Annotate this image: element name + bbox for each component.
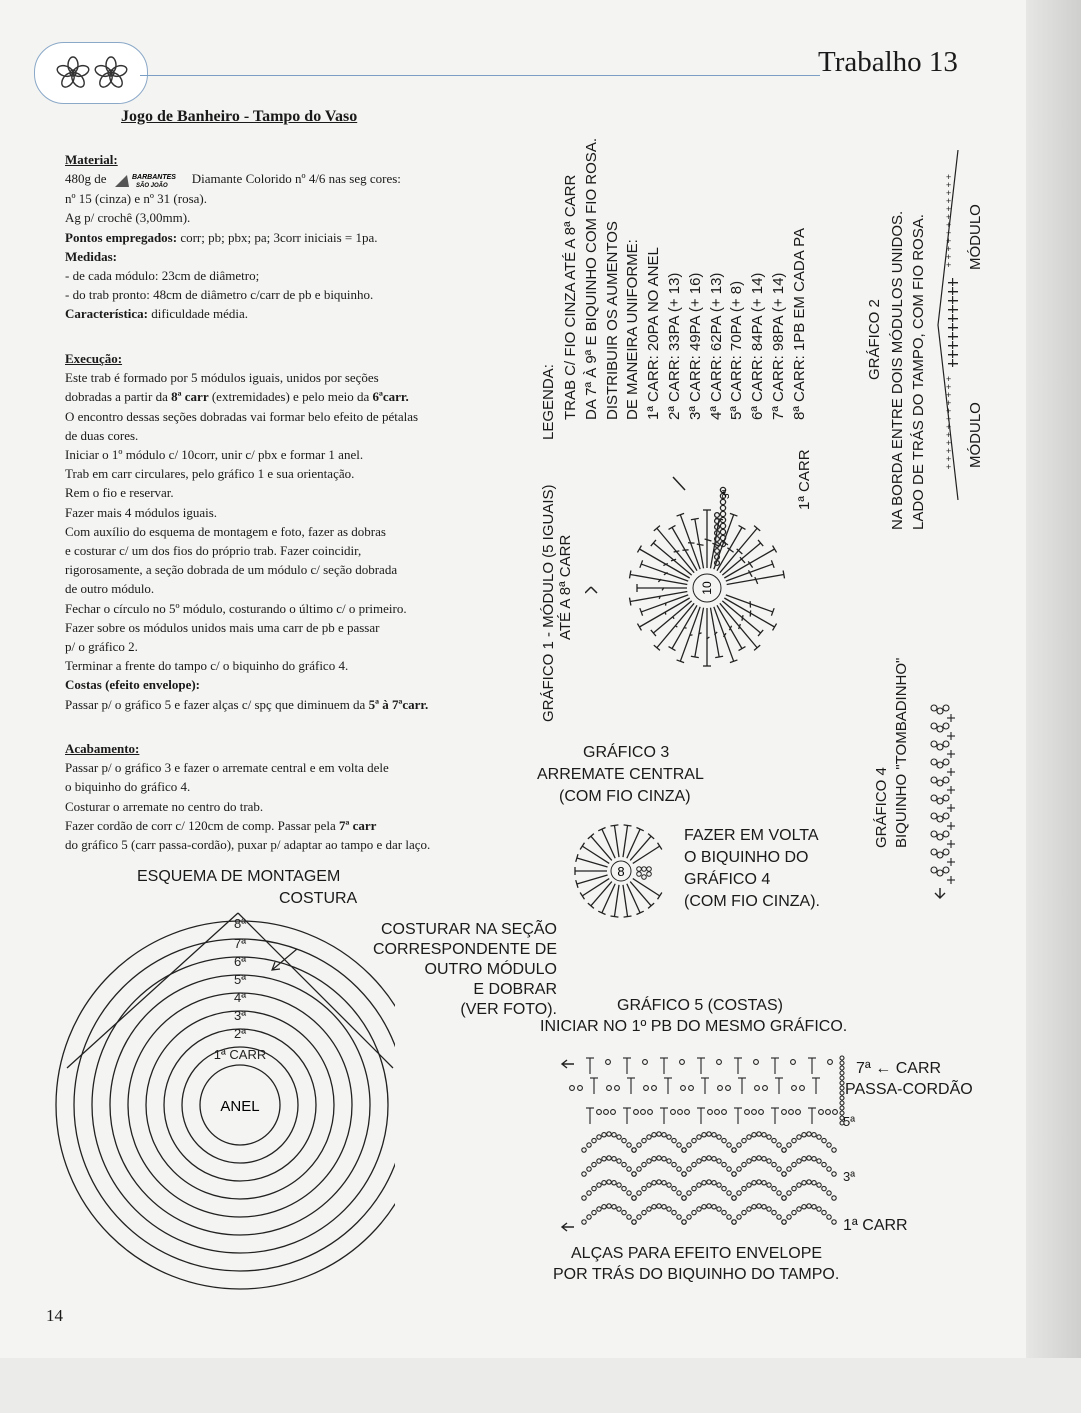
legenda-row: 5ª CARR: 70PA (+ 8) (728, 280, 746, 420)
grafico5-footnote: ALÇAS PARA EFEITO ENVELOPE (571, 1245, 823, 1262)
esquema-note-line: (VER FOTO). (460, 1001, 557, 1018)
page-title: Trabalho 13 (818, 46, 958, 78)
svg-text:+: + (946, 390, 952, 400)
scan-margin (0, 1358, 1081, 1413)
grafico5-row5: 5ª (843, 1114, 856, 1129)
esquema-row-label: 8ª (233, 916, 247, 931)
arrow-icon (673, 477, 685, 490)
material-text: Diamante Colorido nº 4/6 nas seg cores: (191, 171, 401, 187)
grafico5-title: GRÁFICO 5 (COSTAS) (617, 997, 783, 1014)
grafico1-diagram (585, 455, 825, 695)
page-edge (1026, 0, 1081, 1413)
esquema-anel: ANEL (220, 1098, 260, 1115)
flower-logo (34, 42, 148, 104)
grafico5-row7 (856, 1058, 941, 1079)
grafico2-module-right: MÓDULO (967, 204, 984, 270)
legenda-line: DE MANEIRA UNIFORME: (624, 239, 642, 420)
execucao-bold: 8ª carr (171, 389, 209, 405)
legenda-row: 1ª CARR: 20PA NO ANEL (645, 247, 663, 420)
esquema-row-label: 4ª (233, 990, 247, 1005)
flower-icon (35, 43, 147, 103)
acabamento-line (65, 816, 515, 835)
execucao-line: Trab em carr circulares, pelo gráfico 1 e sua orientação. (65, 466, 355, 482)
acabamento-line: Costurar o arremate no centro do trab. (65, 798, 264, 814)
legenda-line: DA 7ª À 9ª E BIQUINHO COM FIO ROSA. (582, 138, 600, 420)
legenda-title: LEGENDA: (540, 364, 557, 440)
esquema-row-label: 2ª (233, 1026, 247, 1041)
grafico2-line: NA BORDA ENTRE DOIS MÓDULOS UNIDOS. (889, 210, 906, 530)
medida-item: - do trab pronto: 48cm de diâmetro c/carr de pb e biquinho. (65, 287, 374, 303)
grafico2-title: GRÁFICO 2 (866, 299, 883, 380)
medidas-heading: Medidas: (65, 248, 117, 264)
svg-text:+: + (946, 414, 952, 424)
grafico4-line: GRÁFICO 4 (873, 767, 890, 848)
grafico3-title: GRÁFICO 3 (583, 744, 670, 761)
execucao-line (65, 387, 515, 406)
esquema-row-label: 3ª (233, 1008, 247, 1023)
esquema-title: ESQUEMA DE MONTAGEM (137, 868, 341, 885)
esquema-row-label: 7ª (233, 936, 247, 951)
brand-sub: SÃO JOÃO (135, 183, 168, 190)
legenda-line: DISTRIBUIR OS AUMENTOS (603, 221, 621, 420)
execucao-line: rigorosamente, a seção dobrada de um módulo c/ seção dobrada (65, 562, 398, 578)
svg-text:+: + (946, 236, 952, 246)
execucao-bold: 6ªcarr. (372, 389, 409, 405)
legenda-row: 3ª CARR: 49PA (+ 16) (686, 272, 704, 420)
costas-heading: Costas (efeito envelope): (65, 677, 201, 693)
grafico1-marker: 3ª (721, 489, 732, 499)
grafico3-subtitle: ARREMATE CENTRAL (537, 766, 704, 783)
grafico5-row3: 3ª (843, 1169, 856, 1184)
acabamento-text: Fazer cordão de corr c/ 120cm de comp. Passar pela (65, 817, 336, 833)
execucao-line: de outro módulo. (65, 581, 155, 597)
esquema-row-label: 5ª (233, 972, 247, 987)
execucao-line: Fazer mais 4 módulos iguais. (65, 504, 218, 520)
execucao-line (65, 695, 515, 714)
svg-text:+: + (946, 172, 952, 182)
material-line: Ag p/ crochê (3,00mm). (65, 210, 191, 226)
svg-text:+: + (946, 446, 952, 456)
legenda-row: 7ª CARR: 98PA (+ 14) (769, 272, 787, 420)
acabamento-line: o biquinho do gráfico 4. (65, 779, 191, 795)
execucao-line: Fazer sobre os módulos unidos mais uma carr de pb e passar (65, 619, 380, 635)
grafico1-center: 10 (700, 581, 714, 595)
execucao-line: Com auxílio do esquema de montagem e foto, fazer as dobras (65, 523, 386, 539)
arrow-icon (562, 1223, 574, 1231)
arrow-icon (585, 587, 597, 593)
grafico5-passa: PASSA-CORDÃO (845, 1081, 973, 1098)
legenda-row: 6ª CARR: 84PA (+ 14) (749, 272, 767, 420)
esquema-costura: COSTURA (279, 890, 358, 907)
pontos-line (65, 228, 515, 247)
svg-text:+: + (946, 180, 952, 190)
svg-text:+: + (946, 212, 952, 222)
execucao-line: Terminar a frente do tampo c/ o biquinho do gráfico 4. (65, 658, 349, 674)
grafico5-footnote: POR TRÁS DO BIQUINHO DO TAMPO. (553, 1266, 840, 1283)
esquema-row-label: 6ª (233, 954, 247, 969)
grafico1-carr-label: 1ª CARR (796, 449, 813, 510)
svg-text:+: + (946, 244, 952, 254)
svg-text:+: + (946, 406, 952, 416)
grafico3-instr-line: GRÁFICO 4 (684, 871, 771, 888)
acabamento-bold: 7ª carr (338, 817, 377, 833)
grafico2-desc (887, 211, 929, 530)
esquema-note-line: OUTRO MÓDULO (424, 961, 557, 978)
svg-text:+: + (946, 252, 952, 262)
grafico3-instr-line: O BIQUINHO DO (684, 849, 809, 866)
arrow-icon (562, 1060, 574, 1068)
legenda-row: 2ª CARR: 33PA (+ 13) (665, 272, 683, 420)
execucao-bold: 5ª à 7ªcarr. (368, 696, 429, 712)
execucao-line: Fechar o círculo no 5º módulo, costurando o último c/ o primeiro. (65, 600, 407, 616)
svg-text:+: + (946, 422, 952, 432)
caracteristica-text: dificuldade média. (151, 306, 249, 322)
grafico3-note: (COM FIO CINZA) (559, 788, 691, 805)
execucao-text: dobradas a partir da (65, 389, 168, 405)
svg-text:+: + (946, 260, 952, 270)
acabamento-line: do gráfico 5 (carr passa-cordão), puxar p/ adaptar ao tampo e dar laço. (65, 837, 431, 853)
grafico4-diagram (924, 700, 956, 900)
grafico4-title (872, 658, 912, 848)
svg-text:+: + (946, 188, 952, 198)
legenda-row: 4ª CARR: 62PA (+ 13) (707, 272, 725, 420)
grafico2-line: LADO DE TRÁS DO TAMPO, COM FIO ROSA. (910, 214, 927, 530)
acabamento-heading: Acabamento: (65, 741, 140, 756)
esquema-diagram (55, 905, 395, 1295)
esquema-note-line: CORRESPONDENTE DE (372, 941, 557, 958)
acabamento-line: Passar p/ o gráfico 3 e fazer o arremate central e em volta dele (65, 760, 389, 776)
grafico1-line: GRÁFICO 1 - MÓDULO (5 IGUAIS) (540, 484, 557, 722)
esquema-note-line: COSTURAR NA SEÇÃO (380, 921, 557, 938)
svg-text:+: + (946, 204, 952, 214)
grafico3-instructions (684, 825, 820, 913)
caracteristica-line (65, 304, 515, 323)
material-section (65, 150, 515, 324)
legenda-block (561, 138, 811, 420)
execucao-line: p/ o gráfico 2. (65, 639, 138, 655)
svg-text:+: + (946, 382, 952, 392)
page-number: 14 (46, 1306, 63, 1325)
svg-text:+: + (946, 196, 952, 206)
legenda-line: TRAB C/ FIO CINZA ATÉ A 8ª CARR (562, 174, 579, 420)
execucao-text: Passar p/ o gráfico 5 e fazer alças c/ spç que diminuem da (65, 696, 366, 712)
brand-logo (113, 171, 189, 189)
brand-name: BARBANTES (131, 174, 176, 182)
pontos-text: corr; pb; pbx; pa; 3corr iniciais = 1pa. (180, 229, 378, 245)
grafico5-subtitle: INICIAR NO 1º PB DO MESMO GRÁFICO. (540, 1018, 848, 1035)
esquema-row-label: 1ª CARR (213, 1047, 267, 1062)
execucao-section (65, 349, 515, 714)
arrow-icon (935, 888, 945, 898)
grafico1-title (540, 484, 574, 722)
svg-text:+: + (946, 374, 952, 384)
material-line: nº 15 (cinza) e nº 31 (rosa). (65, 191, 207, 207)
svg-text:+: + (946, 398, 952, 408)
material-heading: Material: (65, 152, 118, 167)
material-text: 480g de (65, 171, 107, 187)
grafico3-instr-line: (COM FIO CINZA). (684, 893, 820, 910)
esquema-note (347, 920, 557, 1020)
grafico1-line: ATÉ A 8ª CARR (557, 534, 574, 640)
caracteristica-label: Característica: (65, 306, 149, 322)
grafico4-line: BIQUINHO "TOMBADINHO" (893, 657, 910, 848)
execucao-line: Iniciar o 1º módulo c/ 10corr, unir c/ pbx e formar 1 anel. (65, 447, 364, 463)
execucao-line: O encontro dessas seções dobradas vai formar belo efeito de pétalas (65, 408, 419, 424)
grafico3-diagram (565, 815, 685, 920)
execucao-line: Este trab é formado por 5 módulos iguais, unidos por seções (65, 370, 379, 386)
execucao-line: de duas cores. (65, 427, 139, 443)
execucao-text: (extremidades) e pelo meio da (211, 389, 370, 405)
grafico5-diagram (560, 1050, 860, 1235)
svg-text:+: + (946, 228, 952, 238)
grafico3-center: 8 (617, 864, 625, 879)
execucao-line: e costurar c/ um dos fios do próprio trab. Fazer coincidir, (65, 543, 362, 559)
acabamento-section (65, 739, 515, 854)
esquema-note-line: E DOBRAR (473, 981, 557, 998)
legenda-row: 8ª CARR: 1PB EM CADA PA (790, 228, 808, 420)
material-line (65, 169, 515, 189)
grafico5-row-label: 7ª (856, 1060, 871, 1077)
medida-item: - de cada módulo: 23cm de diâmetro; (65, 268, 260, 284)
grafico2-diagram (928, 150, 968, 500)
svg-text:+: + (946, 462, 952, 472)
header-rule (140, 75, 820, 76)
svg-text:+: + (946, 430, 952, 440)
project-title: Jogo de Banheiro - Tampo do Vaso (121, 108, 358, 125)
grafico5-carr-label: ← CARR (875, 1060, 942, 1077)
svg-text:+: + (946, 438, 952, 448)
execucao-line: Rem o fio e reservar. (65, 485, 174, 501)
svg-text:+: + (946, 454, 952, 464)
execucao-heading: Execução: (65, 351, 123, 366)
svg-text:+: + (946, 220, 952, 230)
grafico2-module-left: MÓDULO (967, 402, 984, 468)
pontos-label: Pontos empregados: (65, 229, 178, 245)
grafico5-row1: 1ª CARR (843, 1217, 908, 1234)
grafico3-instr-line: FAZER EM VOLTA (684, 827, 819, 844)
